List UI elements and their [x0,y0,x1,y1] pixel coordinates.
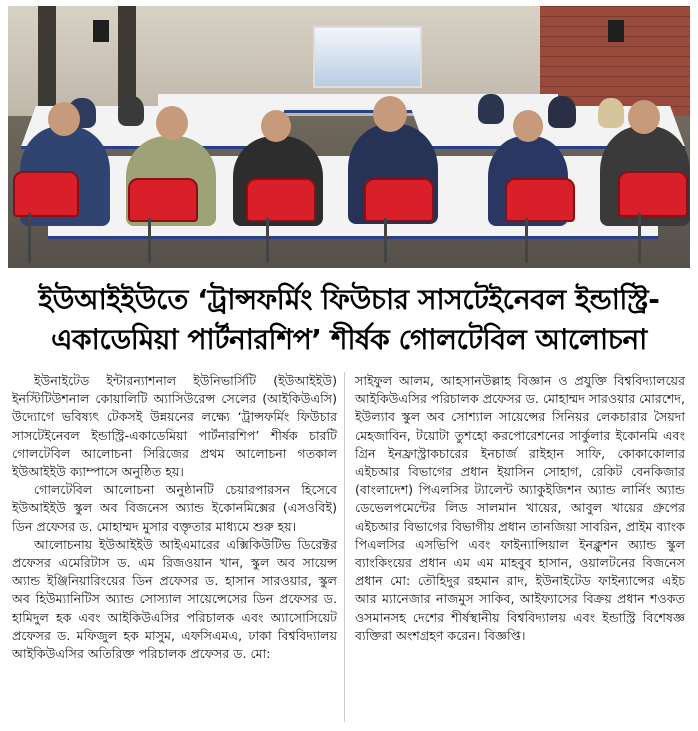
attendee-head [48,102,80,136]
photo-pillar [38,6,56,116]
article-column-left [12,372,337,663]
chair-leg [638,213,641,263]
article-paragraph: সাইফুল আলম, আহসানউল্লাহ বিজ্ঞান ও প্রযুক্তি বিশ্ববিদ্যালয়ের আইকিউএসির পরিচালক প্রফেসর ড. মোহাম্মদ সারওয়ার মোরশেদ, ইউল্যাব স্কুল অব সোশ্যাল সায়েন্সের সিনিয়র লেকচারার সৈয়দা মেহজাবিন, টয়োটা তুশহো করপোরেশনের সার্কুলার ইকোনমি এবং গ্রিন ইনফ্রাস্ট্রাকচারের ইনচার্জ রাইহান সাফি, কোকাকোলার এইচআর বিভাগের প্রধান ইয়াসিন সোহাগ, রেকিট বেনকিজার (বাংলাদেশ) পিএলসির ট্যালেন্ট অ্যাকুইজিশন অ্যান্ড লার্নিং অ্যান্ড ডেভেলপমেন্টের লিড সালমান খায়ের, আবুল খায়ের গ্রুপের এইচআর বিভাগের বিভাগীয় প্রধান তানজিয়া সাবরিন, প্রাইম ব্যাংক পিএলসির এসভিপি এবং ফাইন্যান্সিয়াল ইনক্লুশন অ্যান্ড স্কুল ব্যাংকিংয়ের প্রধান এম এম মাহবুব হাসান, ওয়ালটনের বিজনেস প্রধান মো: তৌহিদুর রহমান রাদ, ইউনাইটেড ফাইন্যান্সের এইচ আর ম্যানেজার নাজমুস সাকিব, আইফ্যাসের বিক্রয় প্রধান শওকত ওসমানসহ দেশের শীর্ষস্থানীয় বিশ্ববিদ্যালয় এবং ইন্ডাস্ট্রি বিশেষজ্ঞ ব্যক্তিরা অংশগ্রহণ করেন। বিজ্ঞপ্তি। [355,373,685,643]
article-paragraph: ইউনাইটেড ইন্টারন্যাশনাল ইউনিভার্সিটি (ইউআইইউ) ইনস্টিটিউশনাল কোয়ালিটি অ্যাসিউরেন্স সেলের (আইকিউএসি) উদ্যোগে ভবিষ্যৎ টেকসই উন্নয়নের লক্ষ্যে ‘ট্রান্সফর্মিং ফিউচার সাসটেইনেবল ইন্ডাস্ট্রি-একাডেমিয়া পার্টনারশিপ’ শীর্ষক চারটি গোলটেবিল আলোচনা সিরিজের প্রথম আলোচনা গতকাল ইউআইইউ ক্যাম্পাসে অনুষ্ঠিত হয়। [12,373,337,480]
column-divider [344,372,345,722]
attendee-head [513,110,543,142]
article-paragraph: গোলটেবিল আলোচনা অনুষ্ঠানটি চেয়ারপারসন হিসেবে ইউআইইউ স্কুল অব বিজনেস অ্যান্ড ইকোনমিক্সের (এসওবিই) ডিন প্রফেসর ড. মোহাম্মদ মুসার বক্তৃতার মাধ্যমে শুরু হয়। [12,482,337,534]
red-chair [364,178,434,222]
chair-leg [148,218,151,263]
headline-line-1: ইউআইইউতে ‘ট্রান্সফর্মিং ফিউচার সাসটেইনেবল ইন্ডাস্ট্রি- [38,283,660,316]
red-chair [128,178,198,222]
article-column-right [355,372,685,645]
photo-speaker [93,20,109,42]
attendee [548,96,576,128]
attendee [118,96,144,126]
attendee-head [373,96,407,132]
attendee [478,94,504,124]
attendee-head [261,110,291,142]
chair-leg [28,213,31,263]
article-headline [0,280,698,360]
projection-screen [313,26,422,88]
chair-leg [384,218,387,263]
red-chair [246,178,316,222]
roundtable-photo [8,6,690,268]
attendee [598,98,624,128]
attendee-head [156,106,188,140]
red-chair [505,178,575,222]
chair-leg [525,218,528,263]
article-paragraph: আলোচনায় ইউআইইউ আইএমারের এক্সিকিউটিভ ডিরেক্টর প্রফেসর এমেরিটাস ড. এম রিজওয়ান খান, স্কুল অব সায়েন্স অ্যান্ড ইঞ্জিনিয়ারিংয়ের ডিন প্রফেসর ড. হাসান সারওয়ার, স্কুল অব হিউম্যানিটিস অ্যান্ড সোস্যাল সায়েন্সেসের ডিন প্রফেসর ড. হামিদুল হক এবং আইকিউএসির পরিচালক এবং অ্যাসোসিয়েট প্রফেসর ড. মফিজুল হক মাসুম, এফসিএমএ, ঢাকা বিশ্ববিদ্যালয় আইকিউএসির অতিরিক্ত পরিচালক প্রফেসর ড. মো: [12,536,337,662]
photo-speaker [608,20,624,42]
red-chair [13,171,79,217]
headline-line-2: একাডেমিয়া পার্টনারশিপ’ শীর্ষক গোলটেবিল আলোচনা [51,323,647,356]
chair-leg [266,218,269,263]
attendee-head [628,100,660,134]
red-chair [618,171,688,217]
